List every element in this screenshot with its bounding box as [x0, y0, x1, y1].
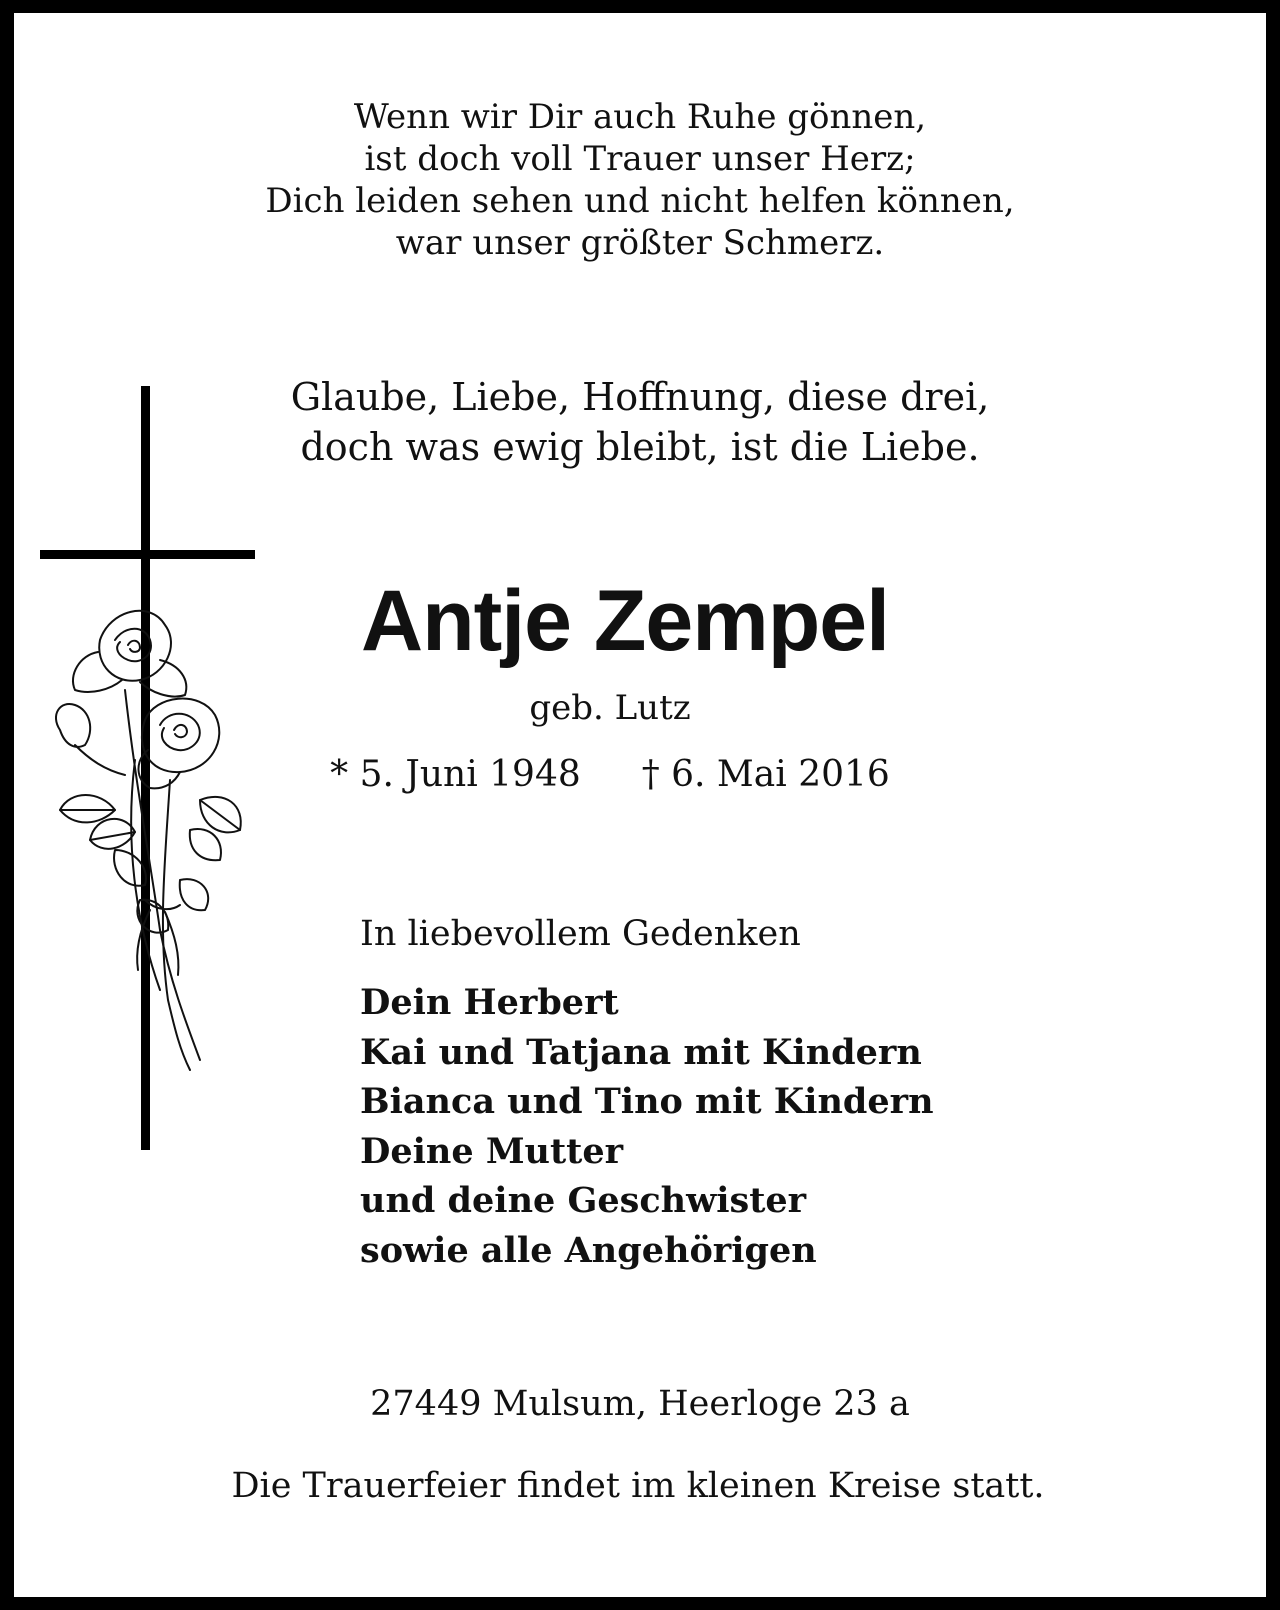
roses-icon [40, 600, 250, 1080]
birth-date: * 5. Juni 1948 [330, 754, 581, 795]
verse-two-line-2: doch was ewig bleibt, ist die Liebe. [300, 425, 980, 469]
mourner-line: Bianca und Tino mit Kindern [360, 1081, 934, 1122]
verse-one-line-3: Dich leiden sehen und nicht helfen können, [265, 181, 1015, 221]
verse-two [0, 372, 1280, 472]
birth-name: geb. Lutz [529, 688, 691, 728]
mourner-line: sowie alle Angehörigen [360, 1229, 817, 1271]
mourner-line: Dein Herbert [360, 982, 619, 1023]
verse-one [0, 96, 1280, 264]
ceremony-note: Die Trauerfeier findet im kleinen Kreise statt. [231, 1466, 1045, 1506]
mourner-line: Deine Mutter [360, 1130, 624, 1172]
mourner-line: und deine Geschwister [360, 1180, 807, 1221]
address: 27449 Mulsum, Heerloge 23 a [370, 1384, 910, 1424]
verse-two-line-1: Glaube, Liebe, Hoffnung, diese drei, [290, 375, 990, 419]
death-date: † 6. Mai 2016 [641, 754, 890, 795]
memorial-phrase: In liebevollem Gedenken [360, 914, 801, 954]
mourners-list [360, 978, 934, 1275]
mourner-line: Kai und Tatjana mit Kindern [360, 1031, 922, 1073]
verse-one-line-2: ist doch voll Trauer unser Herz; [364, 139, 916, 179]
verse-one-line-1: Wenn wir Dir auch Ruhe gönnen, [353, 97, 927, 137]
life-dates [0, 754, 1250, 795]
cross-crossbar [40, 550, 255, 559]
verse-one-line-4: war unser größter Schmerz. [395, 223, 885, 263]
deceased-name: Antje Zempel [361, 573, 889, 669]
